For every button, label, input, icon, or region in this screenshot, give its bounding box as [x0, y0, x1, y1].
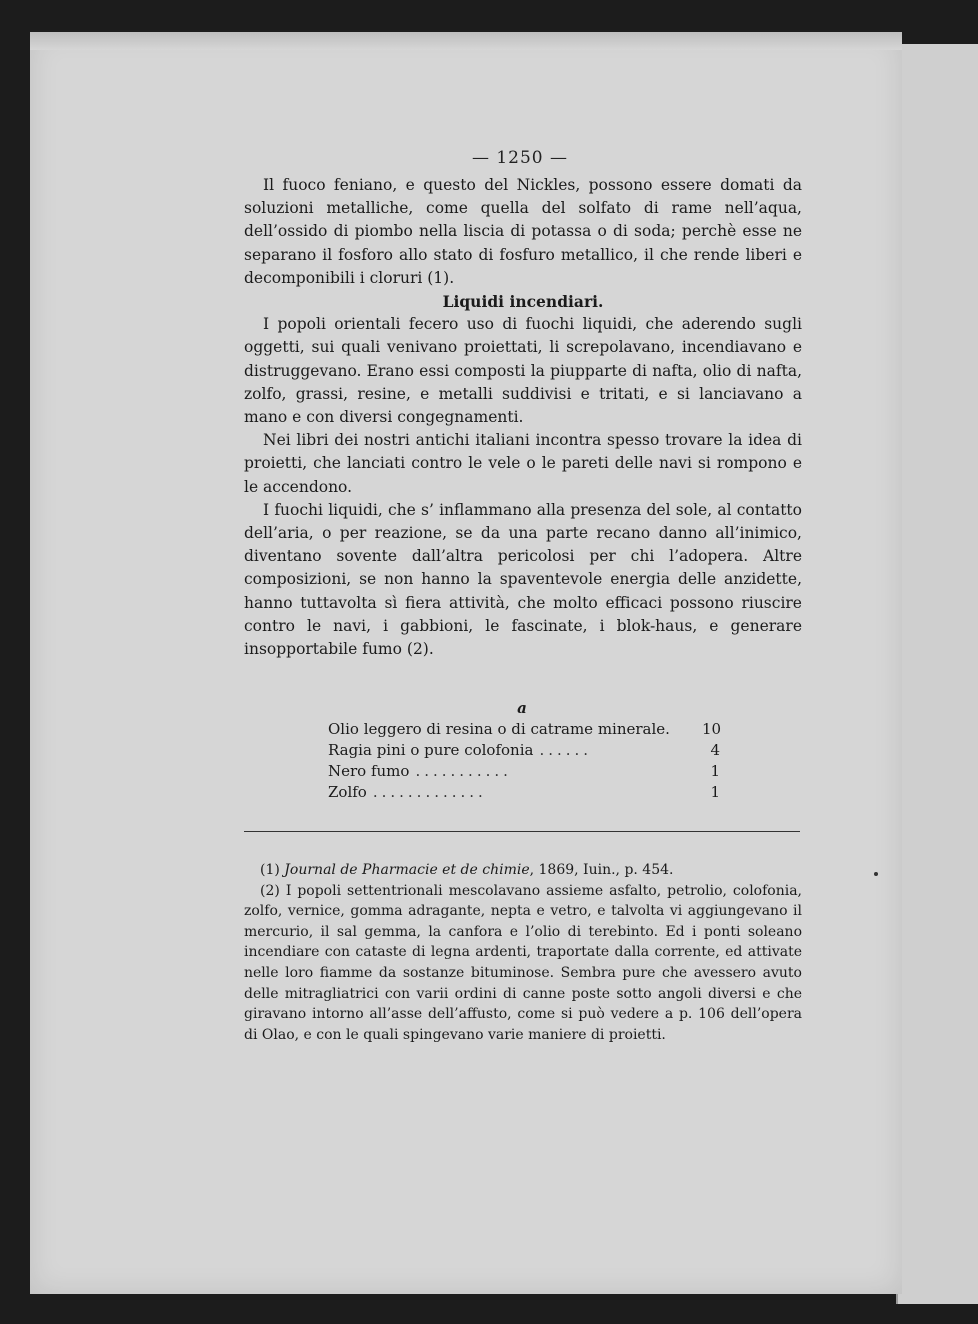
paragraph: I popoli orientali fecero uso di fuochi liquidi, che aderendo sugli oggetti, sui quali venivano proiettati, li screpolavano, incendiavano e distruggevano. Erano essi composti la piupparte di nafta, olio di nafta, zolfo, grassi, resine, e metalli suddivisi e tritati, e si lanciavano a mano e con diversi congegnamenti.: [244, 315, 802, 427]
paragraph: Il fuoco feniano, e questo del Nickles, possono essere domati da soluzioni metalliche, come quella del solfato di rame nell’aqua, dell’ossido di piombo nella liscia di potassa o di soda; perchè esse ne separano il fosforo allo stato di fosfuro metallico, il che rende liberi e decomponibili i cloruri (1).: [244, 176, 802, 287]
leader-dots: .............: [372, 783, 487, 801]
footnote-mark: (2): [260, 882, 280, 899]
leader-dots: ...........: [415, 762, 512, 780]
recipe-row: [328, 782, 720, 803]
paragraph: Nei libri dei nostri antichi italiani incontra spesso trovare la idea di proietti, che lanciati contro le vele o le pareti delle navi si rompono e le accendono.: [244, 431, 802, 496]
footnote-divider: [244, 831, 800, 832]
ingredient-name: Ragia pini o pure colofonia: [328, 741, 534, 759]
footnote: [244, 881, 802, 1046]
page-top-shadow: [30, 32, 902, 50]
recipe-label: a: [517, 699, 527, 717]
footnote-journal-title: Journal de Pharmacie et de chimie: [284, 862, 530, 878]
footnote-text: , 1869, Iuin., p. 454.: [529, 862, 674, 878]
ingredient-quantity: 1: [710, 762, 720, 780]
paragraph: I fuochi liquidi, che s’ inflammano alla presenza del sole, al contatto dell’aria, o per reazione, se da una parte recano danno all’inimico, diventano sovente dall’altra pericolosi per chi l’adopera. Altre composizioni, se non hanno la spaventevole energia delle anzidette, hanno tuttavolta sì fiera attività, che molto efficaci possono riuscire contro le navi, i gabbioni, le fascinate, i blok-haus, e generare insopportabile fumo (2).: [244, 500, 802, 659]
recipe-row: [328, 761, 720, 782]
underlying-page-edge: [896, 44, 978, 1304]
ingredient-quantity: 4: [710, 741, 720, 759]
ingredient-name: Zolfo: [328, 783, 367, 801]
ingredient-quantity: 10: [702, 720, 722, 738]
recipe-row: [328, 740, 720, 761]
ingredient-name: Olio leggero di resina o di catrame minerale.: [328, 720, 670, 738]
recipe-table: [328, 698, 720, 803]
leader-dots: ......: [539, 741, 593, 759]
scan-speck: [874, 872, 878, 876]
body-text: [244, 174, 802, 661]
leader-dots: [676, 719, 696, 740]
page-number-header: — 1250 —: [471, 148, 569, 168]
section-title: Liquidi incendiari.: [442, 292, 604, 312]
ingredient-name: Nero fumo: [328, 762, 410, 780]
footnotes: [244, 860, 802, 1045]
footnote-mark: (1): [260, 862, 280, 878]
footnote-text: I popoli settentrionali mescolavano assieme asfalto, petrolio, colofonia, zolfo, vernice, gomma adragante, nepta e vetro, e talvolta vi aggiungevano il mercurio, il sal gemma, la canfora e l’olio di terebinto. Ed i ponti soleano incendiare con cataste di legna ardenti, traportate dalla corrente, ed attivate nelle loro fiamme da sostanze bituminose. Sembra pure che avessero avuto delle mitragliatrici con varii ordini di canne poste sotto angoli diversi e che giravano intorno all’asse dell’affusto, come si può vedere a p. 106 dell’opera di Olao, e con le quali spingevano varie maniere di proietti.: [244, 882, 803, 1043]
recipe-row: [328, 719, 720, 740]
ingredient-quantity: 1: [710, 783, 720, 801]
footnote: [244, 860, 802, 881]
